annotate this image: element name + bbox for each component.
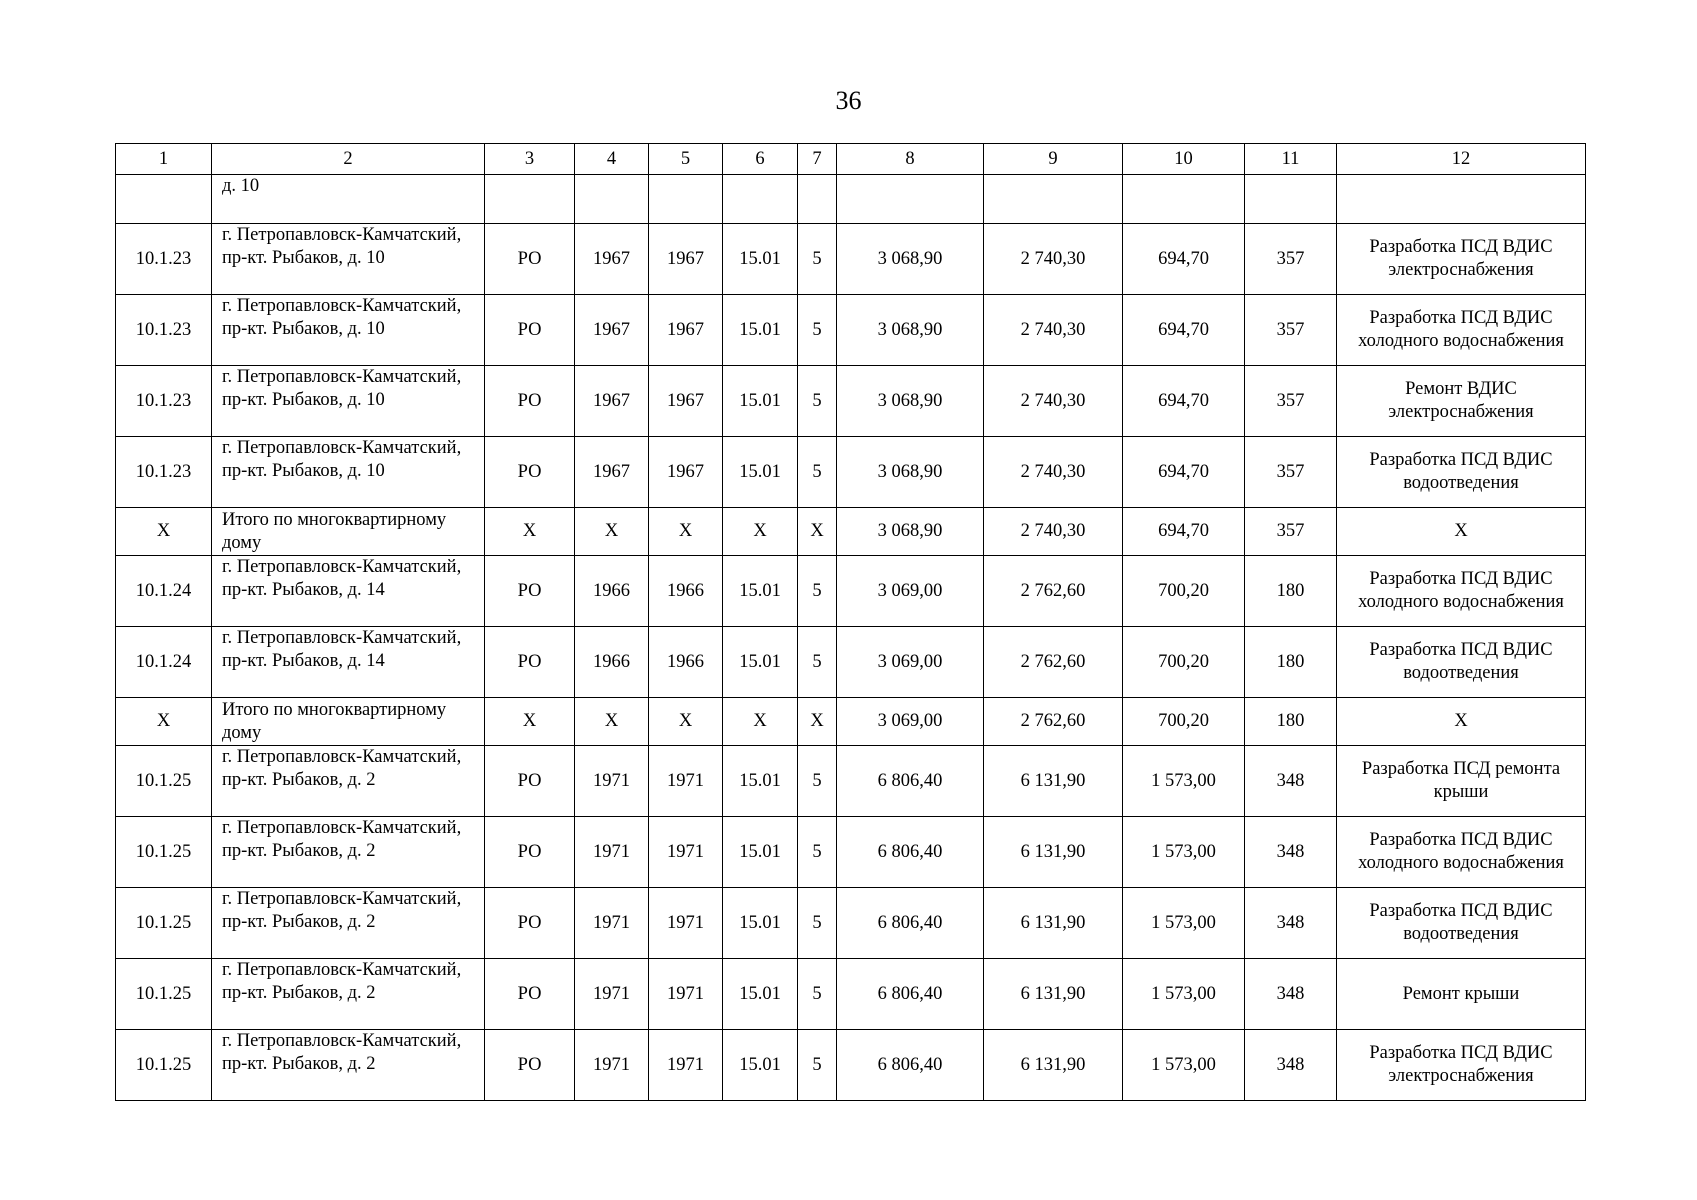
work-type-cell: Разработка ПСД ВДИС холодного водоснабжения xyxy=(1337,295,1586,366)
floors-cell: 5 xyxy=(798,366,837,437)
year-commissioned-cell: 1966 xyxy=(649,627,723,698)
owner-cell: Х xyxy=(485,508,575,556)
column-header: 1 xyxy=(116,144,212,175)
floors-cell: 5 xyxy=(798,627,837,698)
owner-cell: РО xyxy=(485,224,575,295)
row-number: 10.1.23 xyxy=(116,295,212,366)
floors-cell xyxy=(798,175,837,224)
row-number: 10.1.24 xyxy=(116,627,212,698)
work-type-cell: Разработка ПСД ВДИС холодного водоснабжения xyxy=(1337,556,1586,627)
residents-cell: 348 xyxy=(1245,1030,1337,1101)
code-cell: 15.01 xyxy=(723,746,798,817)
address-cell: г. Петропавловск-Камчатский, пр-кт. Рыбаков, д. 14 xyxy=(212,556,485,627)
residents-cell: 348 xyxy=(1245,746,1337,817)
code-cell: 15.01 xyxy=(723,627,798,698)
residents-cell: 180 xyxy=(1245,556,1337,627)
work-type-cell: Ремонт ВДИС электроснабжения xyxy=(1337,366,1586,437)
floors-cell: Х xyxy=(798,698,837,746)
owner-cell: РО xyxy=(485,888,575,959)
year-commissioned-cell: Х xyxy=(649,698,723,746)
total-area-cell: 3 069,00 xyxy=(837,698,984,746)
year-built-cell: 1971 xyxy=(575,746,649,817)
living-area-cell: 2 762,60 xyxy=(984,698,1123,746)
row-number: Х xyxy=(116,698,212,746)
total-area-cell: 6 806,40 xyxy=(837,817,984,888)
owner-cell: РО xyxy=(485,1030,575,1101)
residents-cell: 357 xyxy=(1245,295,1337,366)
year-built-cell: 1966 xyxy=(575,627,649,698)
address-cell: г. Петропавловск-Камчатский, пр-кт. Рыбаков, д. 2 xyxy=(212,888,485,959)
total-area-cell: 3 068,90 xyxy=(837,295,984,366)
row-number: 10.1.25 xyxy=(116,746,212,817)
floors-cell: 5 xyxy=(798,1030,837,1101)
total-area-cell: 3 069,00 xyxy=(837,627,984,698)
owner-cell: РО xyxy=(485,556,575,627)
year-built-cell: Х xyxy=(575,698,649,746)
owner-cell: РО xyxy=(485,627,575,698)
nonliving-area-cell: 700,20 xyxy=(1123,698,1245,746)
column-header: 7 xyxy=(798,144,837,175)
year-built-cell: 1971 xyxy=(575,817,649,888)
work-type-cell: Разработка ПСД ремонта крыши xyxy=(1337,746,1586,817)
owner-cell: Х xyxy=(485,698,575,746)
row-number: 10.1.23 xyxy=(116,224,212,295)
nonliving-area-cell: 1 573,00 xyxy=(1123,888,1245,959)
total-area-cell: 3 069,00 xyxy=(837,556,984,627)
data-table xyxy=(115,143,1586,1101)
column-header: 12 xyxy=(1337,144,1586,175)
residents-cell: 357 xyxy=(1245,437,1337,508)
living-area-cell: 2 740,30 xyxy=(984,295,1123,366)
total-area-cell: 3 068,90 xyxy=(837,508,984,556)
year-commissioned-cell: 1971 xyxy=(649,746,723,817)
residents-cell: 180 xyxy=(1245,698,1337,746)
row-number: 10.1.25 xyxy=(116,959,212,1030)
table-row xyxy=(116,888,1586,959)
table-row xyxy=(116,959,1586,1030)
year-commissioned-cell: 1971 xyxy=(649,1030,723,1101)
year-commissioned-cell: 1971 xyxy=(649,888,723,959)
year-built-cell: 1971 xyxy=(575,888,649,959)
total-area-cell: 3 068,90 xyxy=(837,437,984,508)
living-area-cell: 6 131,90 xyxy=(984,817,1123,888)
work-type-cell: Разработка ПСД ВДИС водоотведения xyxy=(1337,627,1586,698)
code-cell: 15.01 xyxy=(723,959,798,1030)
owner-cell: РО xyxy=(485,817,575,888)
address-cell: д. 10 xyxy=(212,175,485,224)
table-row xyxy=(116,1030,1586,1101)
floors-cell: 5 xyxy=(798,746,837,817)
subtotal-row xyxy=(116,508,1586,556)
address-cell: г. Петропавловск-Камчатский, пр-кт. Рыбаков, д. 10 xyxy=(212,366,485,437)
row-number: 10.1.25 xyxy=(116,1030,212,1101)
nonliving-area-cell: 700,20 xyxy=(1123,627,1245,698)
work-type-cell: Разработка ПСД ВДИС электроснабжения xyxy=(1337,1030,1586,1101)
owner-cell: РО xyxy=(485,746,575,817)
total-area-cell: 6 806,40 xyxy=(837,1030,984,1101)
total-area-cell: 6 806,40 xyxy=(837,888,984,959)
work-type-cell: Ремонт крыши xyxy=(1337,959,1586,1030)
year-commissioned-cell: 1967 xyxy=(649,437,723,508)
table-header-row xyxy=(116,144,1586,175)
row-number: 10.1.23 xyxy=(116,366,212,437)
living-area-cell xyxy=(984,175,1123,224)
address-cell: г. Петропавловск-Камчатский, пр-кт. Рыбаков, д. 14 xyxy=(212,627,485,698)
nonliving-area-cell: 694,70 xyxy=(1123,366,1245,437)
column-header: 4 xyxy=(575,144,649,175)
column-header: 8 xyxy=(837,144,984,175)
table-row xyxy=(116,627,1586,698)
floors-cell: 5 xyxy=(798,817,837,888)
year-commissioned-cell: Х xyxy=(649,508,723,556)
nonliving-area-cell: 700,20 xyxy=(1123,556,1245,627)
residents-cell: 180 xyxy=(1245,627,1337,698)
residents-cell: 357 xyxy=(1245,366,1337,437)
residents-cell xyxy=(1245,175,1337,224)
year-built-cell: 1971 xyxy=(575,959,649,1030)
subtotal-label: Итого по многоквартирному дому xyxy=(212,698,485,746)
table-row xyxy=(116,175,1586,224)
code-cell: 15.01 xyxy=(723,1030,798,1101)
living-area-cell: 2 740,30 xyxy=(984,508,1123,556)
column-header: 5 xyxy=(649,144,723,175)
living-area-cell: 6 131,90 xyxy=(984,1030,1123,1101)
table-row xyxy=(116,295,1586,366)
subtotal-label: Итого по многоквартирному дому xyxy=(212,508,485,556)
floors-cell: 5 xyxy=(798,295,837,366)
living-area-cell: 6 131,90 xyxy=(984,959,1123,1030)
floors-cell: 5 xyxy=(798,888,837,959)
total-area-cell xyxy=(837,175,984,224)
work-type-cell xyxy=(1337,175,1586,224)
code-cell xyxy=(723,175,798,224)
column-header: 9 xyxy=(984,144,1123,175)
code-cell: Х xyxy=(723,508,798,556)
code-cell: 15.01 xyxy=(723,295,798,366)
total-area-cell: 3 068,90 xyxy=(837,224,984,295)
nonliving-area-cell: 1 573,00 xyxy=(1123,1030,1245,1101)
address-cell: г. Петропавловск-Камчатский, пр-кт. Рыбаков, д. 2 xyxy=(212,817,485,888)
owner-cell: РО xyxy=(485,959,575,1030)
address-cell: г. Петропавловск-Камчатский, пр-кт. Рыбаков, д. 2 xyxy=(212,746,485,817)
nonliving-area-cell: 1 573,00 xyxy=(1123,817,1245,888)
year-built-cell: 1967 xyxy=(575,366,649,437)
subtotal-row xyxy=(116,698,1586,746)
work-type-cell: Х xyxy=(1337,698,1586,746)
column-header: 10 xyxy=(1123,144,1245,175)
residents-cell: 357 xyxy=(1245,224,1337,295)
year-built-cell: Х xyxy=(575,508,649,556)
residents-cell: 357 xyxy=(1245,508,1337,556)
year-commissioned-cell: 1966 xyxy=(649,556,723,627)
nonliving-area-cell: 1 573,00 xyxy=(1123,959,1245,1030)
row-number: 10.1.25 xyxy=(116,817,212,888)
residents-cell: 348 xyxy=(1245,959,1337,1030)
table-row xyxy=(116,556,1586,627)
year-built-cell: 1966 xyxy=(575,556,649,627)
residents-cell: 348 xyxy=(1245,888,1337,959)
nonliving-area-cell: 1 573,00 xyxy=(1123,746,1245,817)
total-area-cell: 6 806,40 xyxy=(837,959,984,1030)
year-built-cell: 1967 xyxy=(575,224,649,295)
living-area-cell: 6 131,90 xyxy=(984,746,1123,817)
floors-cell: Х xyxy=(798,508,837,556)
column-header: 11 xyxy=(1245,144,1337,175)
year-commissioned-cell xyxy=(649,175,723,224)
total-area-cell: 3 068,90 xyxy=(837,366,984,437)
nonliving-area-cell: 694,70 xyxy=(1123,437,1245,508)
work-type-cell: Х xyxy=(1337,508,1586,556)
column-header: 3 xyxy=(485,144,575,175)
owner-cell: РО xyxy=(485,437,575,508)
code-cell: 15.01 xyxy=(723,888,798,959)
column-header: 2 xyxy=(212,144,485,175)
code-cell: Х xyxy=(723,698,798,746)
page-number: 36 xyxy=(835,86,862,115)
year-built-cell xyxy=(575,175,649,224)
nonliving-area-cell: 694,70 xyxy=(1123,295,1245,366)
code-cell: 15.01 xyxy=(723,556,798,627)
row-number: 10.1.25 xyxy=(116,888,212,959)
table-row xyxy=(116,817,1586,888)
total-area-cell: 6 806,40 xyxy=(837,746,984,817)
nonliving-area-cell: 694,70 xyxy=(1123,508,1245,556)
year-commissioned-cell: 1971 xyxy=(649,959,723,1030)
table-row xyxy=(116,437,1586,508)
address-cell: г. Петропавловск-Камчатский, пр-кт. Рыбаков, д. 2 xyxy=(212,1030,485,1101)
code-cell: 15.01 xyxy=(723,224,798,295)
year-commissioned-cell: 1967 xyxy=(649,224,723,295)
living-area-cell: 2 740,30 xyxy=(984,437,1123,508)
nonliving-area-cell: 694,70 xyxy=(1123,224,1245,295)
owner-cell xyxy=(485,175,575,224)
table-row xyxy=(116,366,1586,437)
work-type-cell: Разработка ПСД ВДИС холодного водоснабжения xyxy=(1337,817,1586,888)
year-built-cell: 1971 xyxy=(575,1030,649,1101)
living-area-cell: 2 762,60 xyxy=(984,556,1123,627)
year-built-cell: 1967 xyxy=(575,437,649,508)
owner-cell: РО xyxy=(485,366,575,437)
row-number: 10.1.24 xyxy=(116,556,212,627)
year-built-cell: 1967 xyxy=(575,295,649,366)
column-header: 6 xyxy=(723,144,798,175)
address-cell: г. Петропавловск-Камчатский, пр-кт. Рыбаков, д. 2 xyxy=(212,959,485,1030)
residents-cell: 348 xyxy=(1245,817,1337,888)
table-row xyxy=(116,224,1586,295)
code-cell: 15.01 xyxy=(723,437,798,508)
address-cell: г. Петропавловск-Камчатский, пр-кт. Рыбаков, д. 10 xyxy=(212,437,485,508)
living-area-cell: 6 131,90 xyxy=(984,888,1123,959)
work-type-cell: Разработка ПСД ВДИС водоотведения xyxy=(1337,888,1586,959)
living-area-cell: 2 740,30 xyxy=(984,366,1123,437)
address-cell: г. Петропавловск-Камчатский, пр-кт. Рыбаков, д. 10 xyxy=(212,224,485,295)
code-cell: 15.01 xyxy=(723,366,798,437)
nonliving-area-cell xyxy=(1123,175,1245,224)
row-number xyxy=(116,175,212,224)
code-cell: 15.01 xyxy=(723,817,798,888)
floors-cell: 5 xyxy=(798,224,837,295)
year-commissioned-cell: 1967 xyxy=(649,295,723,366)
floors-cell: 5 xyxy=(798,556,837,627)
row-number: 10.1.23 xyxy=(116,437,212,508)
floors-cell: 5 xyxy=(798,437,837,508)
work-type-cell: Разработка ПСД ВДИС водоотведения xyxy=(1337,437,1586,508)
living-area-cell: 2 762,60 xyxy=(984,627,1123,698)
living-area-cell: 2 740,30 xyxy=(984,224,1123,295)
work-type-cell: Разработка ПСД ВДИС электроснабжения xyxy=(1337,224,1586,295)
floors-cell: 5 xyxy=(798,959,837,1030)
row-number: Х xyxy=(116,508,212,556)
table-row xyxy=(116,746,1586,817)
address-cell: г. Петропавловск-Камчатский, пр-кт. Рыбаков, д. 10 xyxy=(212,295,485,366)
year-commissioned-cell: 1967 xyxy=(649,366,723,437)
year-commissioned-cell: 1971 xyxy=(649,817,723,888)
owner-cell: РО xyxy=(485,295,575,366)
